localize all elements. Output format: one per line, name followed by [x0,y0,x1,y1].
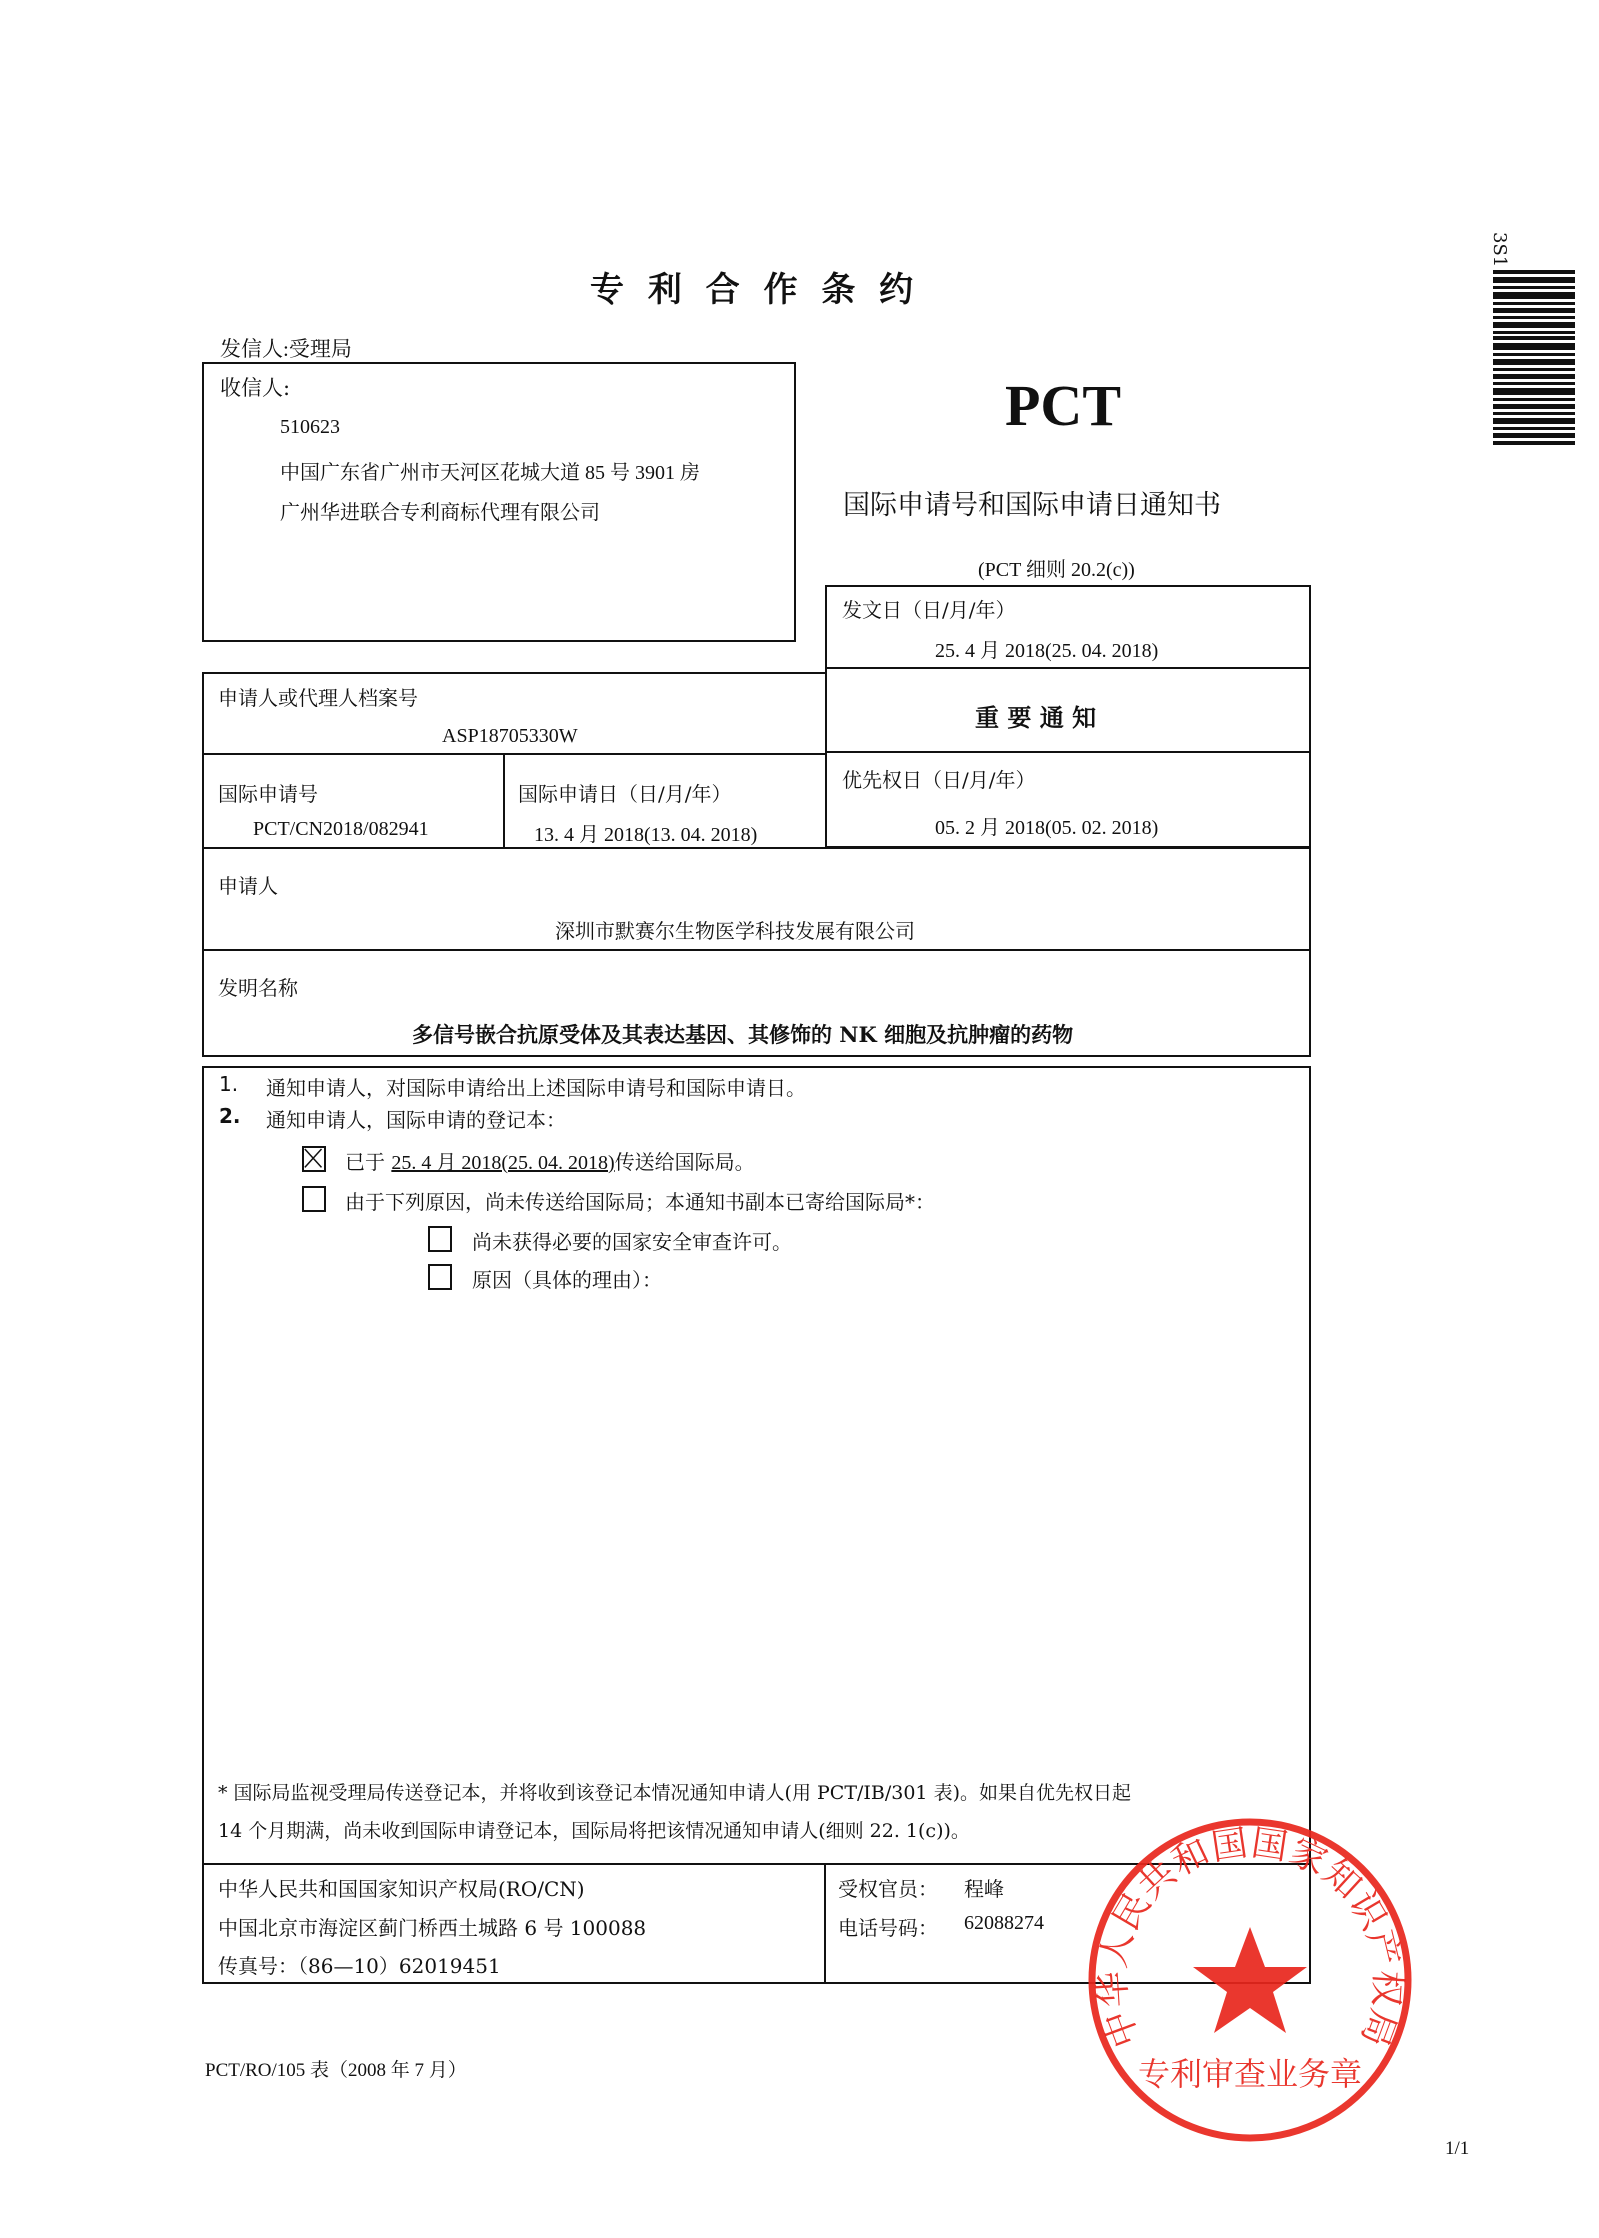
option-not-sent-text: 由于下列原因，尚未传送给国际局；本通知书副本已寄给国际局*： [345,1190,935,1214]
recipient-agency: 广州华进联合专利商标代理有限公司 [280,502,600,524]
checkbox-security-clearance[interactable] [428,1226,452,1252]
barcode-icon [1493,270,1575,446]
pct-heading: PCT [1005,373,1121,438]
page-number: 1/1 [1445,2138,1470,2159]
option-sent-text [345,1146,755,1175]
item-1-text: 通知申请人，对国际申请给出上述国际申请号和国际申请日。 [266,1076,806,1100]
file-reference-label: 申请人或代理人档案号 [218,686,418,710]
recipient-label: 收信人: [220,376,291,400]
footnote-line-2: 14 个月期满，尚未收到国际申请登记本，国际局将把该情况通知申请人(细则 22. 1(c))。 [218,1820,970,1842]
applicant-value: 深圳市默赛尔生物医学科技发展有限公司 [555,919,915,943]
phone-label: 电话号码： [838,1916,938,1940]
rule-reference: (PCT 细则 20.2(c)) [978,559,1135,581]
invention-title-label: 发明名称 [218,976,298,1000]
document-title: 专 利 合 作 条 约 [590,270,920,310]
office-name: 中华人民共和国国家知识产权局(RO/CN) [218,1877,585,1901]
option-sent-prefix: 已于 [345,1150,392,1174]
reason-security-text: 尚未获得必要的国家安全审查许可。 [472,1230,792,1254]
phone-value: 62088274 [964,1912,1044,1934]
recipient-box [202,362,796,642]
officer-label: 受权官员： [838,1877,938,1901]
office-fax: 传真号：（86—10）62019451 [218,1954,501,1978]
notice-title: 国际申请号和国际申请日通知书 [843,490,1221,521]
office-address: 中国北京市海淀区蓟门桥西土城路 6 号 100088 [218,1916,647,1940]
mailing-date-value: 25. 4 月 2018(25. 04. 2018) [935,640,1159,662]
priority-date-label: 优先权日（日/月/年） [842,768,1036,792]
sender-label: 发信人:受理局 [220,337,352,361]
official-seal-icon [1085,1815,1415,2145]
checkbox-other-reason[interactable] [428,1264,452,1290]
filing-date-value: 13. 4 月 2018(13. 04. 2018) [534,824,758,846]
application-number-value: PCT/CN2018/082941 [253,818,429,840]
seal-outer-text: 中华人民共和国国家知识产权局 [1092,1822,1408,2053]
form-identifier: PCT/RO/105 表（2008 年 7 月） [205,2060,467,2081]
option-sent-date: 25. 4 月 2018(25. 04. 2018) [391,1152,615,1174]
seal-inner-text: 专利审查业务章 [1137,2055,1363,2093]
item-2-text: 通知申请人，国际申请的登记本： [266,1108,566,1132]
reason-other-text: 原因（具体的理由）： [472,1268,662,1292]
option-sent-suffix: 传送给国际局。 [614,1150,755,1174]
applicant-label: 申请人 [218,874,278,898]
mailing-date-label: 发文日（日/月/年） [842,598,1016,622]
important-notice: 重 要 通 知 [975,703,1097,732]
checkbox-sent[interactable] [302,1146,326,1172]
checkbox-not-sent[interactable] [302,1186,326,1212]
item-2-number: 2. [219,1104,241,1128]
filing-date-label: 国际申请日（日/月/年） [518,782,732,806]
barcode-label: 3S1 [1489,232,1510,268]
item-1-number: 1. [219,1072,239,1096]
application-number-label: 国际申请号 [218,782,318,806]
recipient-postcode: 510623 [280,416,340,438]
footnote-line-1: * 国际局监视受理局传送登记本，并将收到该登记本情况通知申请人(用 PCT/IB/301 表)。如果自优先权日起 [218,1782,1131,1804]
priority-date-value: 05. 2 月 2018(05. 02. 2018) [935,817,1159,839]
officer-name: 程峰 [964,1877,1004,1901]
recipient-address: 中国广东省广州市天河区花城大道 85 号 3901 房 [280,462,700,484]
invention-title-value: 多信号嵌合抗原受体及其表达基因、其修饰的 NK 细胞及抗肿瘤的药物 [412,1022,1074,1047]
x-mark-icon [304,1148,324,1170]
file-reference-value: ASP18705330W [442,725,578,747]
